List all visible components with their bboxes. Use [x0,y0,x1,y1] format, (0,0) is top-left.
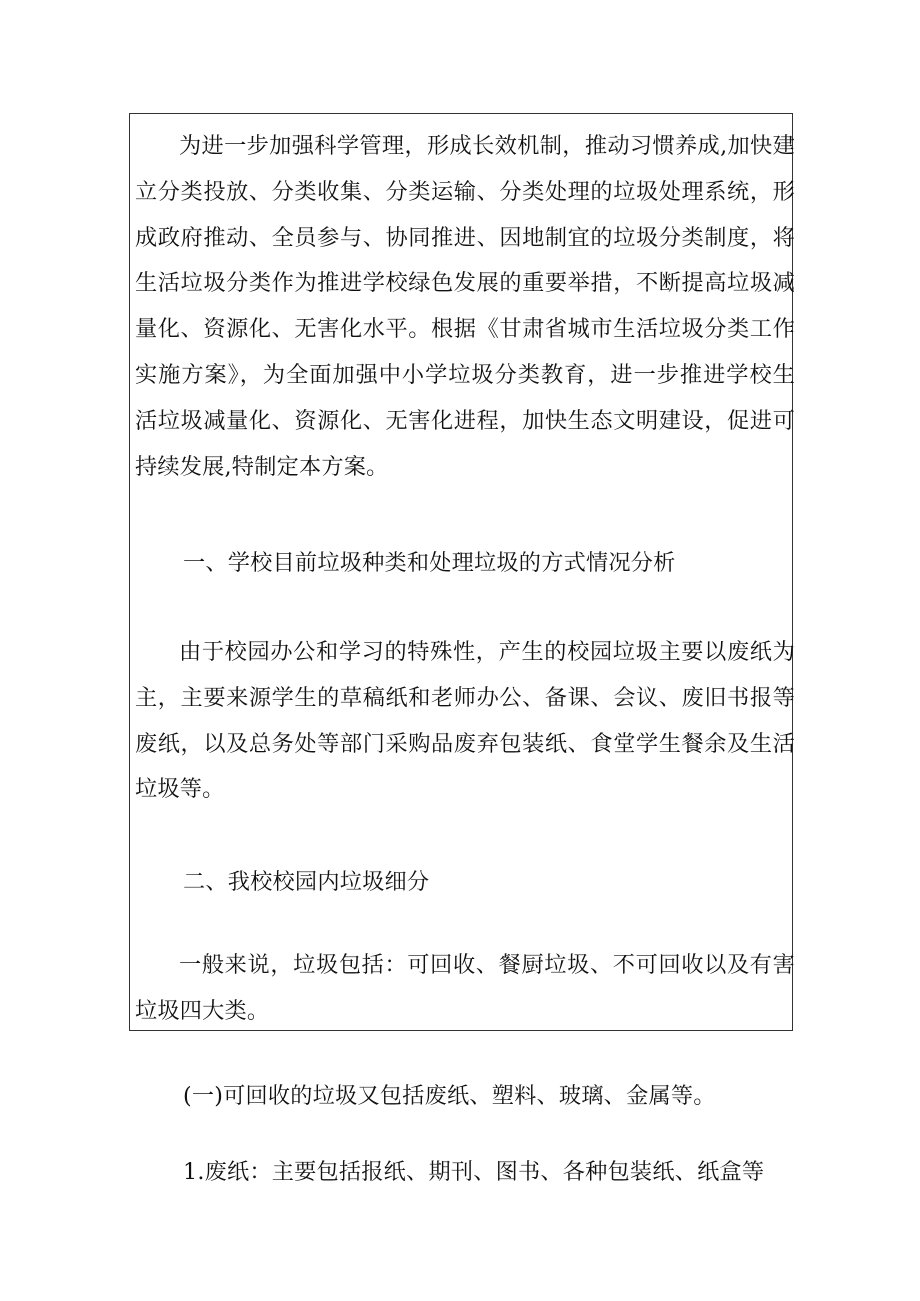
section-1-paragraph: 由于校园办公和学习的特殊性，产生的校园垃圾主要以废纸为主，主要来源学生的草稿纸和老师办公、备课、会议、废旧书报等废纸，以及总务处等部门采购品废弃包装纸、食堂学生餐余及生活垃圾等。 [135,639,795,803]
intro-paragraph: 为进一步加强科学管理，形成长效机制，推动习惯养成,加快建立分类投放、分类收集、分类运输、分类处理的垃圾处理系统，形成政府推动、全员参与、协同推进、因地制宜的垃圾分类制度，将生活垃圾分类作为推进学校绿色发展的重要举措，不断提高垃圾减量化、资源化、无害化水平。根据《甘肃省城市生活垃圾分类工作实施方案》，为全面加强中小学垃圾分类教育，进一步推进学校生活垃圾减量化、资源化、无害化进程，加快生态文明建设，促进可持续发展,特制定本方案。 [135,133,795,480]
section-1-heading: 一、学校目前垃圾种类和处理垃圾的方式情况分析 [183,550,676,576]
item-1-text: 1.废纸：主要包括报纸、期刊、图书、各种包装纸、纸盒等 [183,1159,765,1185]
section-2-paragraph: 一般来说，垃圾包括：可回收、餐厨垃圾、不可回收以及有害垃圾四大类。 [135,952,795,1024]
subsection-1-heading: (一)可回收的垃圾又包括废纸、塑料、玻璃、金属等。 [183,1083,716,1109]
section-2-heading: 二、我校校园内垃圾细分 [183,869,430,895]
